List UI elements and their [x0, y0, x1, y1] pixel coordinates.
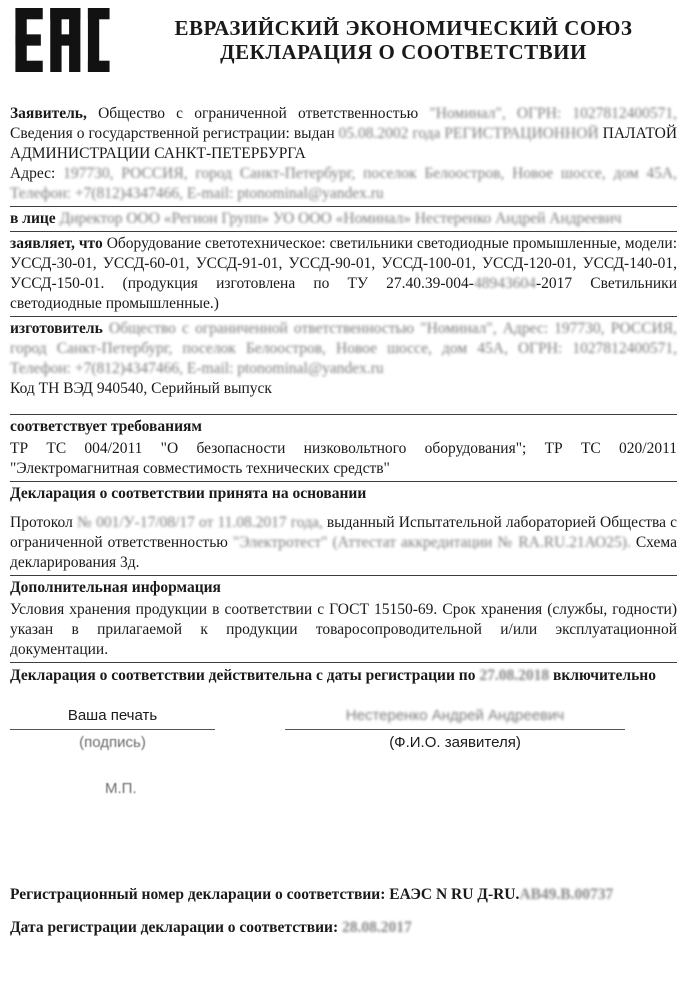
divider-above-validity	[10, 662, 677, 663]
registration-date-label: Дата регистрации декларации о соответствии:	[10, 919, 339, 936]
basis-protocol-text: Протокол	[10, 514, 73, 531]
basis-lab-text: выданный Испытательной лабораторией Общества с ограниченной ответственностью	[10, 514, 677, 551]
registration-number-line	[10, 885, 677, 905]
registration-block	[10, 885, 677, 938]
basis-protocol-redacted: № 001/У-17/08/17 от 11.08.2017 года,	[76, 514, 323, 531]
applicant-paragraph	[10, 104, 677, 164]
manufacturer-label: изготовитель	[10, 320, 103, 337]
eac-logo-icon	[15, 8, 110, 78]
registration-number-label: Регистрационный номер декларации о соответствии: ЕАЭС N RU Д-RU.	[10, 886, 520, 903]
applicant-label: Заявитель,	[10, 105, 87, 122]
basis-paragraph	[10, 513, 677, 573]
document-header	[10, 8, 677, 78]
title-union: ЕВРАЗИЙСКИЙ ЭКОНОМИЧЕСКИЙ СОЮЗ	[174, 16, 633, 40]
applicant-registration-text: Сведения о государственной регистрации: выдан	[10, 125, 335, 142]
validity-inclusive-text: включительно	[552, 667, 656, 684]
basis-scheme-text: Схема декларирования 3д.	[10, 534, 678, 571]
applicant-text: Общество с ограниченной ответственностью	[98, 105, 419, 122]
in-person-row	[10, 209, 677, 229]
declares-label: заявляет, что	[10, 235, 103, 252]
basis-lab-redacted: "Электротест" (Аттестат аккредитации № RA.RU.21АО25).	[232, 534, 631, 551]
divider-above-basis	[10, 481, 677, 482]
manufacturer-redacted: Общество с ограниченной ответственностью "Номинал", Адрес: 197730, РОССИЯ, город Санкт-Петербург, поселок Белоостров, Новое шоссе, дом 45А, ОГРН: 1027812400571, Телефон: +7(812)4347466, E-mail: ptonominal@yandex.ru	[10, 320, 677, 377]
signature-left-column	[10, 706, 215, 752]
address-redacted: 197730, РОССИЯ, город Санкт-Петербург, поселок Белоостров, Новое шоссе, дом 45А, Телефон: +7(812)4347466, E-mail: ptonominal@yandex.ru	[10, 165, 677, 202]
stamp-label: Ваша печать	[67, 707, 158, 724]
signature-caption: (подпись)	[79, 734, 146, 751]
title-declaration: ДЕКЛАРАЦИЯ О СООТВЕТСТВИИ	[220, 40, 587, 64]
applicant-fullname-redacted: Нестеренко Андрей Андреевич	[345, 707, 565, 724]
signature-line	[10, 729, 215, 730]
basis-heading: Декларация о соответствии принята на основании	[10, 485, 367, 502]
divider-above-declares	[10, 231, 677, 232]
signature-right-column	[285, 706, 625, 752]
in-person-label: в лице	[10, 210, 56, 227]
additional-text: Условия хранения продукции в соответствии с ГОСТ 15150-69. Срок хранения (службы, годности) указан в прилагаемой к продукции товаросопроводительной и/или эксплуатационной документации.	[10, 601, 677, 658]
fullname-line	[285, 729, 625, 730]
divider-above-additional	[10, 575, 677, 576]
validity-date-redacted: 27.08.2018	[479, 667, 550, 684]
applicant-name-redacted: "Номинал", ОГРН: 1027812400571,	[429, 105, 677, 122]
tnved-line: Код ТН ВЭД 940540, Серийный выпуск	[10, 380, 272, 397]
divider-above-complies	[10, 414, 677, 415]
applicant-chamber-text: ПАЛАТОЙ АДМИНИСТРАЦИИ САНКТ-ПЕТЕРБУРГА	[10, 125, 678, 162]
declares-paragraph	[10, 234, 677, 314]
complies-heading: соответствует требованиям	[10, 418, 202, 435]
additional-heading: Дополнительная информация	[10, 579, 221, 596]
validity-text: Декларация о соответствии действительна с даты регистрации по	[10, 667, 476, 684]
seal-placeholder: М.П.	[105, 780, 137, 797]
registration-date-redacted: 28.08.2017	[342, 919, 412, 936]
divider-above-in-person	[10, 206, 677, 207]
declares-tu-redacted: 48943604	[473, 275, 536, 292]
document-title	[130, 8, 677, 64]
signature-block	[10, 706, 677, 752]
address-paragraph	[10, 164, 677, 204]
divider-above-manufacturer	[10, 316, 677, 317]
fullname-caption: (Ф.И.О. заявителя)	[389, 734, 521, 751]
manufacturer-paragraph	[10, 319, 677, 379]
registration-number-redacted: АВ49.В.00737	[519, 886, 614, 903]
complies-text: ТР ТС 004/2011 "О безопасности низковольтного оборудования"; ТР ТС 020/2011 "Электромагнитная совместимость технических средств"	[10, 440, 677, 477]
address-label: Адрес:	[10, 165, 56, 182]
declares-product-tail: -2017 Светильники светодиодные промышленные.)	[10, 275, 678, 312]
applicant-regdate-redacted: 05.08.2002 года РЕГИСТРАЦИОННОЙ	[338, 125, 599, 142]
validity-paragraph	[10, 666, 677, 686]
in-person-redacted: Директор ООО «Регион Групп» УО ООО «Номинал» Нестеренко Андрей Андреевич	[59, 210, 622, 227]
registration-date-line	[10, 918, 677, 938]
declares-product-text: Оборудование светотехническое: светильники светодиодные промышленные, модели: УССД-30-01, УССД-60-01, УССД-91-01, УССД-90-01, УССД-100-01, УССД-120-01, УССД-140-01, УССД-150-01. (продукция изготовлена по ТУ 27.40.39-004-	[10, 235, 677, 292]
